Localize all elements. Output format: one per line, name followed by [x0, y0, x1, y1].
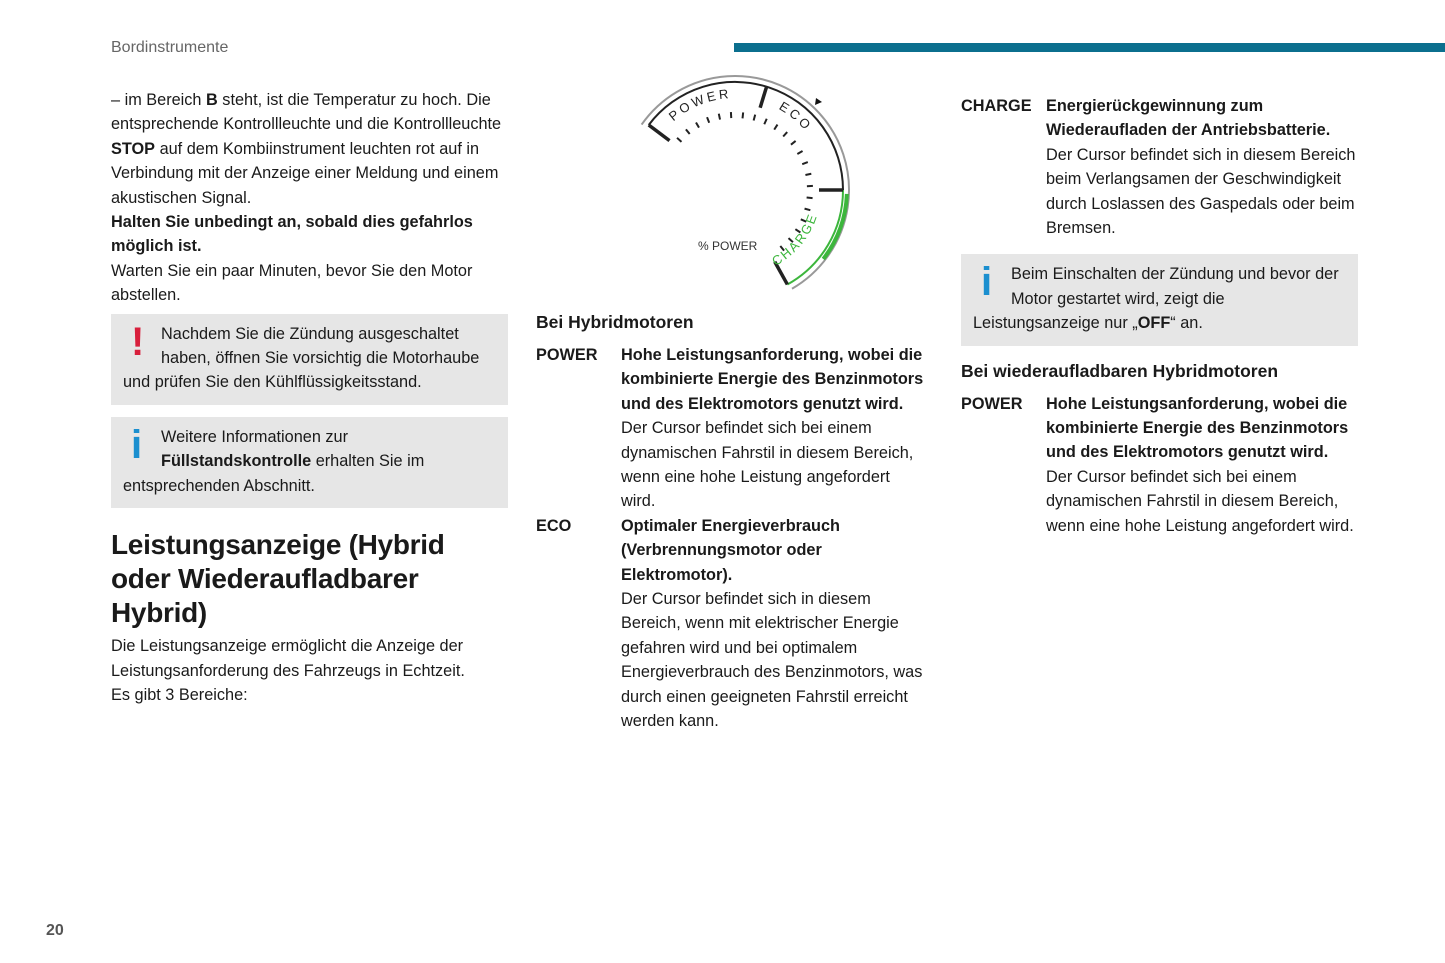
gauge-tick	[807, 198, 813, 199]
definition-charge	[961, 94, 1358, 240]
text: erhalten Sie im entsprechenden Abschnitt.	[123, 452, 425, 495]
header-accent-bar	[734, 43, 1445, 52]
gauge-tick	[764, 119, 766, 124]
warning-box	[111, 314, 508, 405]
gauge-tick	[774, 125, 777, 130]
text: Weitere Informationen zur	[161, 427, 349, 446]
stop-instruction: Halten Sie unbedingt an, sobald dies gefahrlos möglich ist.	[111, 213, 473, 256]
info-icon: i	[981, 260, 993, 305]
gauge-power-text: POWER	[665, 85, 733, 124]
gauge-tick	[797, 151, 802, 154]
gauge-tick	[805, 209, 811, 211]
power-summary: Hohe Leistungsanforderung, wobei die kombinierte Energie des Benzinmotors und des Elektromotors genutzt wird.	[621, 346, 924, 413]
section-heading: Leistungsanzeige (Hybrid oder Wiederaufladbarer Hybrid)	[111, 529, 445, 629]
power-summary: Hohe Leistungsanforderung, wobei die kombinierte Energie des Benzinmotors und des Elektromotors genutzt wird.	[1046, 394, 1349, 462]
gauge-label-charge	[769, 211, 820, 269]
power-description: Der Cursor befindet sich bei einem dynamischen Fahrstil in diesem Bereich, wenn eine hohe Leistung angefordert wird.	[621, 419, 914, 511]
left-column	[111, 88, 508, 707]
gauge-charge-text: CHARGE	[769, 210, 821, 269]
intro	[111, 634, 508, 707]
page-number: 20	[46, 922, 64, 939]
gauge-tick	[696, 122, 699, 127]
info-off-text	[973, 265, 1339, 332]
charge-description: Der Cursor befindet sich in diesem Bereich beim Verlangsamen der Geschwindigkeit durch Loslassen des Gaspedals oder beim Bremsen.	[1046, 145, 1356, 238]
gauge-tick	[783, 132, 787, 136]
bold-text: Füllstandskontrolle	[161, 452, 312, 471]
info-text	[123, 428, 424, 495]
gauge-inner-arc	[649, 82, 843, 190]
gauge-tick	[805, 174, 811, 175]
bold-text: OFF	[1137, 314, 1171, 333]
text: auf dem Kombiinstrument leuchten rot auf in Verbindung mit der Anzeige einer Meldung und einem akustischen Signal.	[111, 139, 499, 207]
info-box-off	[961, 254, 1358, 345]
power-description: Der Cursor befindet sich bei einem dynamischen Fahrstil in diesem Bereich, wenn eine hohe Leistung angefordert wird.	[1046, 467, 1354, 535]
power-gauge-illustration	[620, 70, 860, 300]
text: steht, ist die Temperatur zu hoch. Die entsprechende Kontrollleuchte und die Kontrollleuchte	[111, 91, 502, 134]
bold-text: B	[206, 91, 218, 109]
gauge-tick	[791, 141, 796, 145]
right-column	[961, 94, 1358, 538]
eco-summary: Optimaler Energieverbrauch (Verbrennungsmotor oder Elektromotor).	[621, 516, 840, 584]
gauge-tick	[686, 129, 690, 134]
eco-description: Der Cursor befindet sich in diesem Bereich, wenn mit elektrischer Energie gefahren wird und bei optimalem Energieverbrauch des Benzinmotors, was durch einen geeigneten Fahrstil erreicht werden kann.	[621, 590, 923, 731]
gauge-tick	[719, 114, 720, 120]
wait-paragraph: Warten Sie ein paar Minuten, bevor Sie den Motor abstellen.	[111, 261, 473, 305]
gauge-tick	[754, 115, 756, 121]
warning-exclamation-icon: !	[131, 319, 145, 364]
intro-text-2: Es gibt 3 Bereiche:	[111, 685, 248, 704]
text: – im Bereich	[111, 91, 207, 109]
gauge-tick	[707, 117, 709, 123]
gauge-cursor-icon	[815, 98, 822, 105]
term-charge: CHARGE	[961, 97, 1032, 115]
gauge-tick	[802, 162, 808, 164]
definition-power	[536, 343, 928, 514]
text: “ an.	[1170, 314, 1203, 333]
bold-text: STOP	[111, 139, 156, 158]
gauge-zone-divider	[649, 125, 670, 141]
term-power: POWER	[961, 394, 1023, 413]
gauge-tick	[677, 138, 681, 142]
temperature-paragraph	[111, 88, 508, 210]
section-title: Bordinstrumente	[111, 39, 229, 56]
info-icon: i	[131, 422, 143, 467]
text: Beim Einschalten der Zündung und bevor der Motor gestartet wird, zeigt die Leistungsanzeige nur „	[973, 265, 1339, 333]
term-power: POWER	[536, 346, 598, 364]
gauge-percent-power-label: % POWER	[698, 239, 758, 253]
gauge-ticks	[677, 112, 813, 251]
intro-text: Die Leistungsanzeige ermöglicht die Anzeige der Leistungsanforderung des Fahrzeugs in Echtzeit.	[111, 637, 465, 680]
warning-text: Nachdem Sie die Zündung ausgeschaltet haben, öffnen Sie vorsichtig die Motorhaube und prüfen Sie den Kühlflüssigkeitsstand.	[123, 324, 480, 392]
info-box	[111, 417, 508, 508]
hybrid-heading: Bei Hybridmotoren	[536, 312, 694, 332]
term-eco: ECO	[536, 516, 572, 535]
plugin-hybrid-heading: Bei wiederaufladbaren Hybridmotoren	[961, 360, 1279, 381]
middle-column	[536, 310, 928, 734]
definition-power-plugin	[961, 392, 1358, 538]
gauge-tick	[743, 112, 744, 118]
gauge-zone-divider	[760, 87, 766, 108]
charge-summary: Energierückgewinnung zum Wiederaufladen der Antriebsbatterie.	[1046, 97, 1331, 140]
definition-eco	[536, 514, 928, 734]
gauge-eco-text: ECO	[776, 98, 816, 135]
